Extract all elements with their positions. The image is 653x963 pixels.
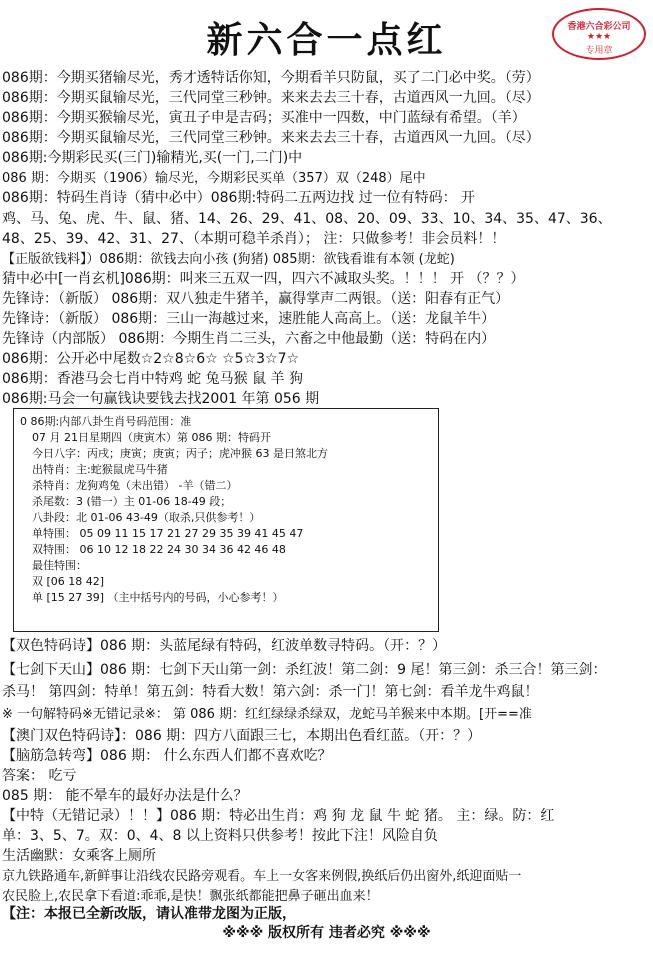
box-line: 双特围： 06 10 12 18 22 24 30 34 36 42 46 48	[32, 543, 286, 556]
text-line: 086 期：今期买（1906）输尽光，今期彩民买单（357）双（248）尾中	[2, 171, 426, 186]
box-line: 单 [15 27 39] （主中括号内的号码，小心参考！）	[32, 591, 284, 604]
text-line: 先锋诗：（新版） 086期：三山一海越过来，速胜能人高高上。（送：龙鼠羊牛）	[2, 311, 496, 327]
text-line: 猜中必中[一肖玄机]086期：叫来三五双一四，四六不减取头奖。！！！ 开 （？？）	[2, 271, 525, 287]
text-line: 086期：今期买鼠输尽光，三代同堂三秒钟。来来去去三十春，古道西风一九回。（尽）	[2, 130, 540, 146]
text-line: 086期：今期买猴输尽光，寅丑子申是吉码；买准中一四数，中门蓝绿有希望。（羊）	[2, 110, 526, 126]
page-title: 新六合一点红	[206, 19, 447, 61]
text-line: 答案： 吃亏	[2, 768, 77, 784]
seal-top-text: 香港六合彩公司	[567, 22, 631, 32]
box-line: 单特围： 05 09 11 15 17 21 27 29 35 39 41 45 47	[32, 527, 304, 540]
box-line: 杀尾数：3 (错一）主 01-06 18-49 段；	[32, 495, 232, 508]
text-line: 生活幽默：女乘客上厕所	[2, 848, 156, 864]
text-line: 先锋诗：（新版） 086期：双八独走牛猪羊，赢得掌声二两银。（送：阳春有正气）	[2, 291, 510, 307]
text-line: 鸡、马、兔、虎、牛、鼠、猪、14、26、29、41、08、20、09、33、10、34、35、47、36、	[2, 211, 612, 227]
box-line: 今日八字：丙戌；庚寅；庚寅；丙子；虎冲猴 63 是日煞北方	[32, 447, 328, 460]
company-seal	[552, 8, 646, 60]
text-line: 086期：今期买鼠输尽光，三代同堂三秒钟。来来去去三十春，古道西风一九回。（尽）	[2, 90, 540, 106]
text-line: 【脑筋急转弯】086 期： 什么东西人们都不喜欢吃？	[2, 748, 332, 764]
notice-line: 【注：本报已全新改版，请认准带龙图为正版，	[2, 906, 296, 922]
text-line: 086期:马会一句赢钱诀要钱去找2001 年第 056 期	[2, 391, 320, 407]
text-line: 【双色特码诗】086 期：头蓝尾绿有特码，红波单数寻特码。（开：？）	[2, 638, 447, 654]
text-line: 【中特（无错记录）！！】086 期：特必出生肖：鸡 狗 龙 鼠 牛 蛇 猪。 主：绿。防：红	[2, 808, 555, 824]
text-line: 48、25、39、42、31、27、（本期可稳羊杀肖）； 注：只做参考！非会员料！！	[2, 231, 506, 247]
text-line: 农民脸上,农民拿下看道:乖乖,是快！飘张纸都能把鼻子砸出血来！	[2, 889, 379, 904]
box-line: 双 [06 18 42]	[32, 575, 105, 588]
seal-stars: ★★★	[586, 32, 612, 42]
text-line: 【澳门双色特码诗】：086 期：四方八面跟三七，本期出色看红蓝。（开：？）	[2, 728, 482, 744]
text-line: 086期:今期彩民买(三门)输精光,买(一门,二门)中	[2, 150, 303, 166]
inner-info-box	[13, 408, 439, 632]
seal-bottom-text: 专用章	[585, 46, 613, 56]
text-line: 086期：香港马会七肖中特鸡 蛇 兔马猴 鼠 羊 狗	[2, 371, 303, 387]
box-line: 0 86期:内部八卦生肖号码范围：准	[20, 415, 192, 428]
text-line: 086期：特码生肖诗（猜中必中）086期:特码二五两边找 过一位有特码： 开	[2, 190, 476, 206]
copyright-footer: ※※※ 版权所有 违者必究 ※※※	[222, 925, 431, 941]
text-line: 【正版欲钱料】）086期：欲钱去向小孩 (狗猪) 085期：欲钱看谁有本领 (龙蛇)	[2, 252, 455, 267]
box-line: 八卦段：北 01-06 43-49（取杀,只供参考！）	[32, 511, 261, 524]
text-line: 杀马！ 第四剑：特单！第五剑：特看大数！第六剑：杀一门！第七剑：看羊龙牛鸡鼠！	[2, 684, 539, 700]
text-line: 086期：公开必中尾数☆2☆8☆6☆ ☆5☆3☆7☆	[2, 351, 300, 367]
box-line: 最佳特围：	[32, 559, 87, 572]
text-line: 京九铁路通车,新鲜事让沿线农民路旁观看。车上一女客来例假,换纸后仍出窗外,纸迎面贴一	[2, 869, 522, 884]
box-line: 07 月 21日星期四（庚寅木）第 086 期：特码开	[32, 431, 271, 444]
box-line: 出特肖：主:蛇猴鼠虎马牛猪	[32, 463, 168, 476]
text-line: 086期：今期买猪输尽光，秀才透特话你知，今期看羊只防鼠，买了二门必中奖。（劳）	[2, 70, 540, 86]
text-line: 先锋诗（内部版） 086期：今期生肖二三头，六畜之中他最勤（送：特码在内）	[2, 331, 496, 347]
text-line: 单：3、5、7。双：0、4、8 以上资料只供参考！按此下注！风险自负	[2, 828, 438, 844]
box-line: 杀特肖：龙狗鸡兔（未出错） -羊（错二）	[32, 479, 238, 492]
text-line: 【七剑下天山】086 期：七剑下天山第一剑：杀红波！第二剑：9 尾！第三剑：杀三合！第三剑：	[2, 662, 607, 678]
text-line: 085 期： 能不晕车的最好办法是什么？	[2, 788, 248, 804]
text-line: ※ 一句解特码※无错记录※： 第 086 期：红红绿绿杀绿双，龙蛇马羊猴来中本期。[开==准	[2, 707, 532, 722]
